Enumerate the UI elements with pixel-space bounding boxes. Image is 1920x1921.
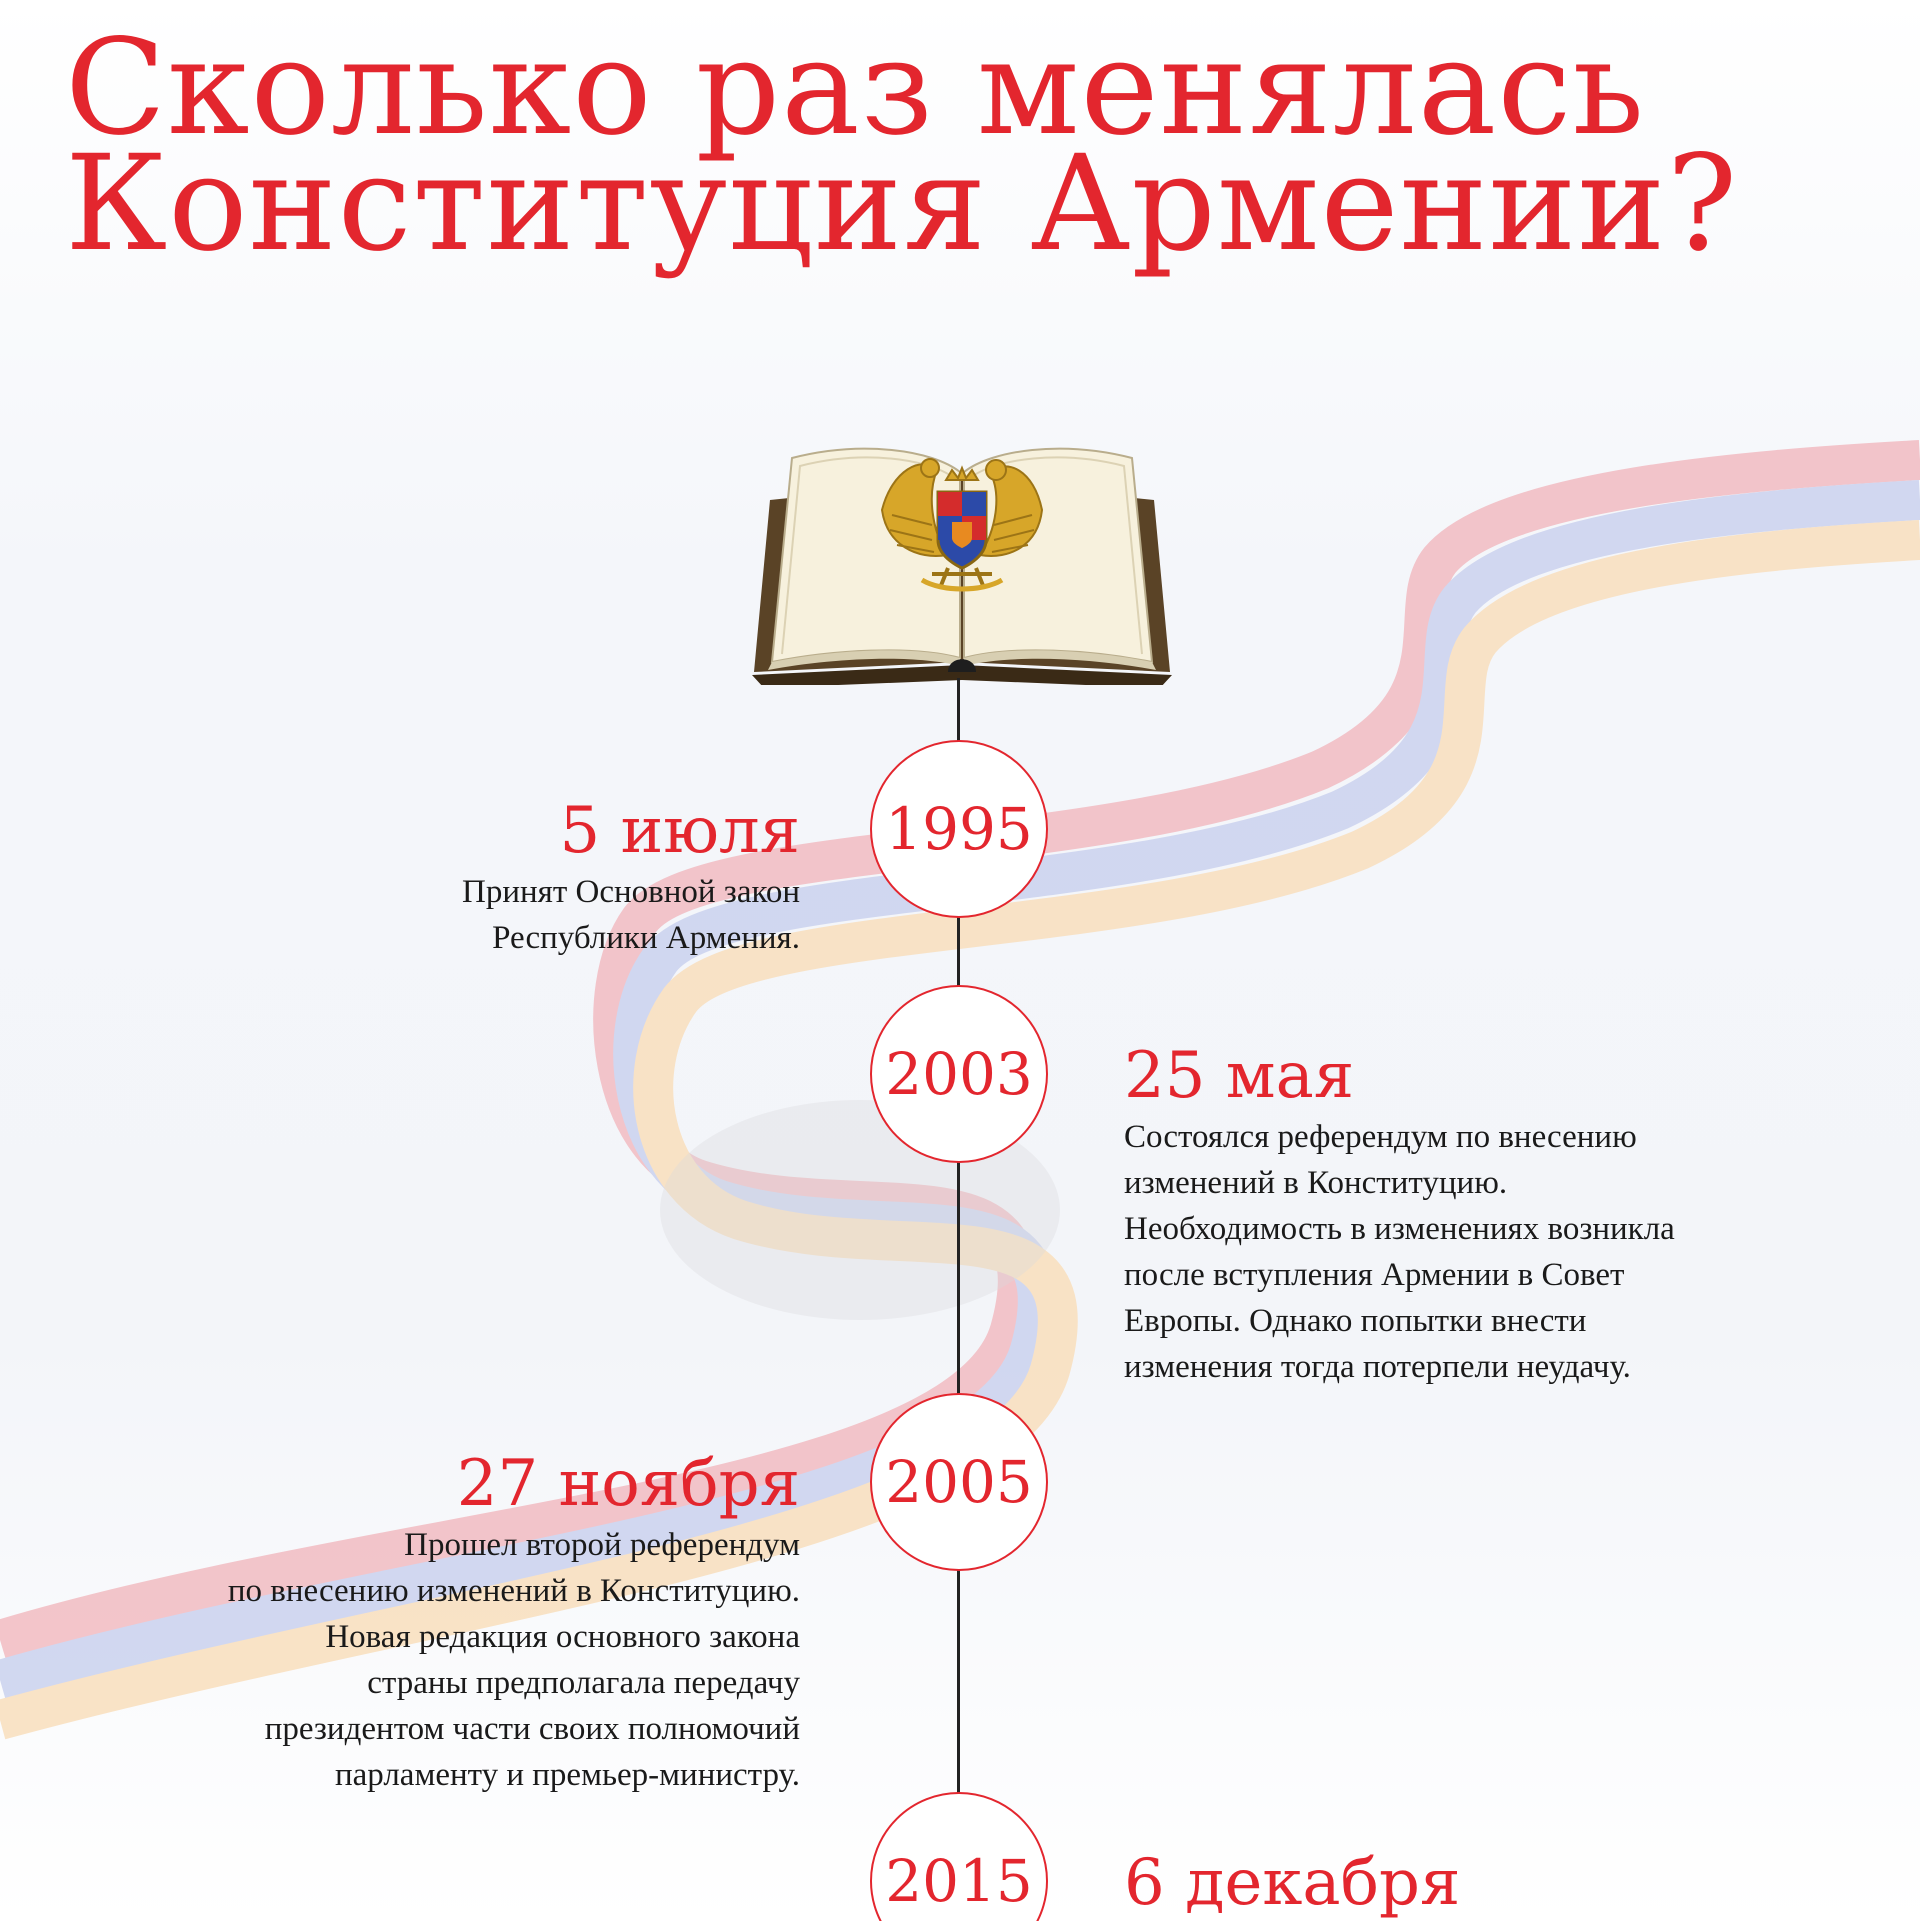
event-1995 xyxy=(462,793,800,961)
event-description: Принят Основной закон Республики Армения. xyxy=(462,874,800,956)
event-2015 xyxy=(1124,1845,1460,1921)
year-marker-2005: 2005 xyxy=(870,1393,1048,1571)
event-2003 xyxy=(1124,1038,1675,1390)
year-marker-2015: 2015 xyxy=(870,1792,1048,1921)
event-date: 25 мая xyxy=(1124,1039,1355,1113)
event-date: 27 ноября xyxy=(456,1447,800,1521)
constitution-book-icon xyxy=(742,440,1182,685)
event-description: Состоялся референдум по внесению изменений в Конституцию. Необходимость в изменениях возникла после вступления Армении в Совет Европы. Однако попытки внести изменения тогда потерпели неудачу. xyxy=(1124,1119,1675,1385)
year-marker-2003: 2003 xyxy=(870,985,1048,1163)
event-date: 6 декабря xyxy=(1124,1846,1461,1920)
event-description: Прошел второй референдум по внесению изменений в Конституцию. Новая редакция основного закона страны предполагала передачу президентом части своих полномочий парламенту и премьер-министру. xyxy=(227,1527,800,1793)
event-date: 5 июля xyxy=(559,794,800,868)
year-marker-1995: 1995 xyxy=(870,740,1048,918)
event-2005 xyxy=(228,1446,800,1798)
page-title: Сколько раз менялась Конституция Армении? xyxy=(65,11,1739,281)
